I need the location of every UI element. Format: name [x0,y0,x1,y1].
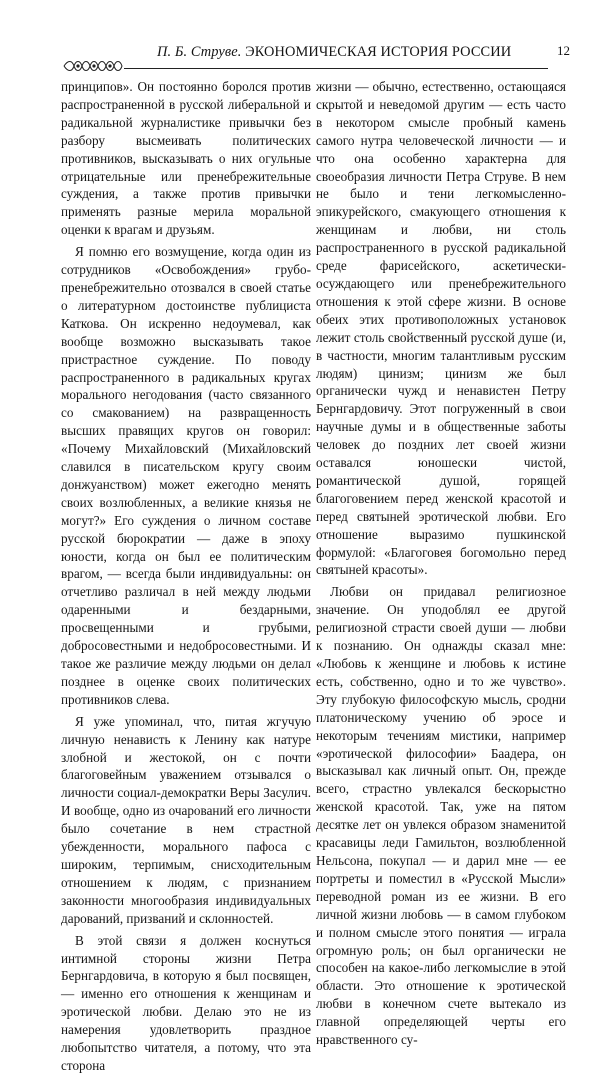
paragraph: Я помню его возмущение, когда один из сотрудников «Освобождения» грубо-пренебрежительно отозвался в своей статье о литературном достоинстве публициста Каткова. Он искренно недоумевал, как вообще возможно высказывать такое пристрастное суждение. По поводу распространенного в радикальных кругах морального негодования (часто связанного со смакованием) на развращенность высших правящих кругов он говорил: «Почему Михайловский (Михайловский славился в писательском кругу своим донжуанством) может ежегодно менять своих возлюбленных, а великие князья не могут?» Его суждения о личном составе русской бюрократии — даже в эпоху юности, когда он был ее политическим врагом, — всегда были индивидуальны: он отчетливо различал в ней между людьми одаренными и бездарными, просвещенными и грубыми, добросовестными и недобросовестными. И такое же различие между людьми он делал позднее в оценке своих политических противников слева. [61,244,311,707]
paragraph: Любви он придавал религиозное значение. Он уподоблял ее другой религиозной страсти своей души — любви к познанию. Он однажды сказал мне: «Любовь к женщине и любовь к истине есть, собственно, одно и то же чувство». Эту глубокую философскую мысль, сродни платоническому учению об эросе и некоторым течениям мистики, например «эротической философии» Баадера, он высказывал как личный опыт. Он, прежде всего, страстно увлекался бескорыстно женской красотой. Так, уже на пятом десятке лет он увлекся образом знаменитой красавицы леди Гамильтон, возлюбленной Нельсона, покупал — и дарил мне — ее портреты и поместил в «Русской Мысли» переводной роман из ее жизни. В его личной жизни любовь — в самом глубоком и полном смысле этого понятия — играла огромную роль; он был органически не способен на какое-либо легкомыслие в этой области. Это отношение к эротической любви в конечном счете вытекало из главной определяющей черты его нравственного су- [316,584,566,1048]
ornament-icon [62,58,124,74]
paragraph: жизни — обычно, естественно, остающаяся скрытой и неведомой другим — есть часто в некотором смысле пробный камень самого нутра человеческой личности — и что она особенно характерна для своеобразия личности Петра Струве. В нем не было и тени легкомысленно-эпикурейского, смакующего отношения к женщинам и любви, ни столь распространенного в русской радикальной среде фарисейского, аскетически-осуждающего или пренебрежительного отношения к этой сфере жизни. В основе обеих этих противоположных установок лежит столь свойственный русской душе (и, в частности, многим талантливым русским людям) цинизм; цинизм же был органически чужд и ненавистен Петру Бернгардовичу. Этот погруженный в свои научные думы и в общественные заботы человек до поздних лет своей жизни оставался юношески чистой, романтической душой, горящей благоговением перед женской красотой и перед святыней эротической любви. Его отношение выразимо пушкинской формулой: «Благоговея богомольно перед святыней красоты». [316,79,566,578]
running-title-book: ЭКОНОМИЧЕСКАЯ ИСТОРИЯ РОССИИ [245,44,512,60]
page-header [62,40,570,80]
right-column [316,78,566,1049]
paragraph: Я уже упоминал, что, питая жгучую личную ненависть к Ленину как натуре злобной и жестокой, он с почти благоговейным уважением отзывался о личности социал-демократки Веры Засулич. И вообще, одно из очарований его личности было сочетание в нем страстной убежденности, морального пафоса с широким, терпимым, снисходительным отношением к людям, с признанием законности многообразия индивидуальных дарований, призваний и склонностей. [61,713,311,926]
running-title [157,44,511,61]
left-column [61,78,311,1075]
paragraph: принципов». Он постоянно боролся против распространенной в русской либеральной и радикальной журналистике привычки без разбору высмеивать политических противников, высказывать о них огульные отрицательные или пренебрежительные суждения, а также против привычки применять разные мерила моральной оценки к врагам и друзьям. [61,79,311,238]
running-title-author: П. Б. Струве. [157,44,242,60]
header-rule [124,68,548,69]
paragraph: В этой связи я должен коснуться интимной стороны жизни Петра Бернгардовича, в которую я был посвящен, — именно его отношения к женщинам и эротической любви. Делаю это не из намерения удовлетворить праздное любопытство читателя, а потому, что эта сторона [61,932,311,1073]
page-number: 12 [557,43,570,58]
